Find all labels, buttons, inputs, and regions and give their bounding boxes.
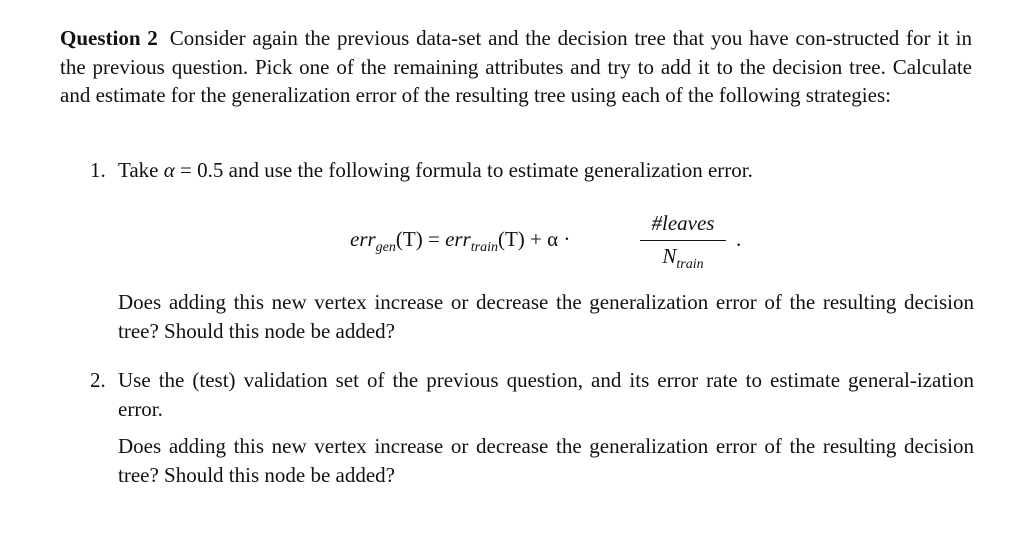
question-paragraph <box>60 24 972 110</box>
fraction-numerator: #leaves <box>651 211 715 235</box>
formula-period: . <box>736 227 742 251</box>
item-1-text-post: and use the following formula to estimate generalization error. <box>223 158 753 182</box>
fraction-denominator <box>640 243 726 272</box>
item-1-followup: Does adding this new vertex increase or decrease the generalization error of the resulting decision tree? Should this node be added? <box>118 290 974 343</box>
formula-T: (T) <box>395 227 423 251</box>
formula-err-2: err <box>445 227 471 251</box>
formula-train-subscript: train <box>470 240 498 255</box>
formula-equals: = <box>422 227 446 251</box>
item-1-text-pre: Take <box>118 158 164 182</box>
denominator-subscript: train <box>676 257 704 272</box>
item-1-number: 1. <box>90 158 106 182</box>
question-label: Question 2 <box>60 26 158 50</box>
formula-gen-subscript: gen <box>375 240 396 255</box>
alpha-symbol: α <box>163 158 175 182</box>
item-2-number: 2. <box>90 368 106 392</box>
formula-lhs <box>350 227 571 255</box>
alpha-value: = 0.5 <box>174 158 224 182</box>
item-2-followup: Does adding this new vertex increase or decrease the generalization error of the resulting decision tree? Should this node be added? <box>118 434 974 487</box>
formula-plus-alpha: + α · <box>524 227 571 251</box>
question-text: Consider again the previous data-set and the decision tree that you have con-structed for it in the previous question. Pick one of the remaining attributes and try to add it to the decision tree. Calculate and estimate for the generalization error of the resulting tree using each of the following strategies: <box>60 26 973 107</box>
formula-fraction <box>640 210 726 272</box>
denominator-N: N <box>662 244 677 268</box>
item-2-text: Use the (test) validation set of the previous question, and its error rate to estimate general-ization error. <box>118 368 974 421</box>
item-1-text <box>118 156 974 185</box>
fraction-bar <box>640 240 726 241</box>
formula-T-2: (T) <box>497 227 525 251</box>
generalization-error-formula <box>0 210 1024 274</box>
formula-err: err <box>350 227 376 251</box>
